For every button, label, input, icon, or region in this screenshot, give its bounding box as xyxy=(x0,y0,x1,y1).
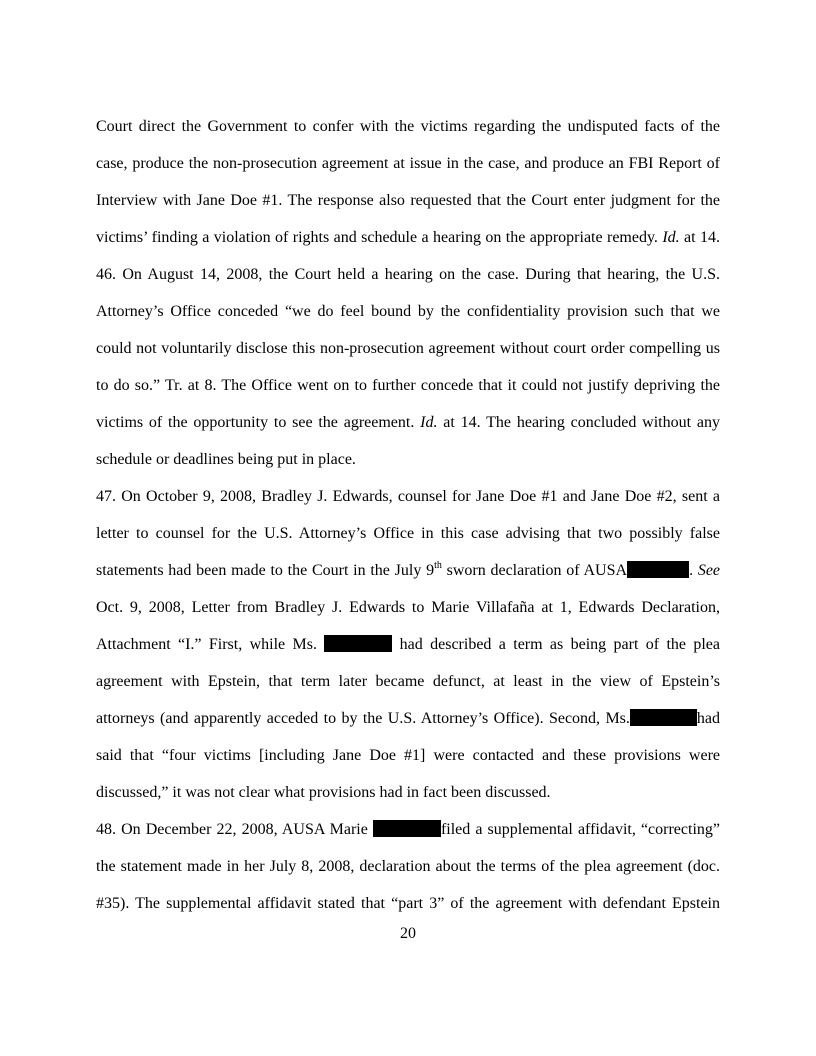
text-segment: Attachment “I.” First, while Ms. xyxy=(96,636,317,653)
redaction-bar xyxy=(324,635,392,652)
text-segment: victims’ finding a violation of rights and schedule a hearing on the appropriate remedy. xyxy=(96,229,663,246)
text-line: agreement with Epstein, that term later became defunct, at least in the view of Epstein’s xyxy=(96,673,720,690)
text-line xyxy=(96,219,720,256)
text-segment: attorneys (and apparently acceded to by the U.S. Attorney’s Office). Second, Ms. xyxy=(96,710,630,727)
text-line xyxy=(96,626,720,663)
text-segment: at 14. xyxy=(679,229,720,246)
text-line: Attorney’s Office conceded “we do feel bound by the confidentiality provision such that we xyxy=(96,303,720,320)
text-line xyxy=(96,552,720,589)
text-line xyxy=(96,700,720,737)
text-segment: had xyxy=(696,710,720,727)
superscript: th xyxy=(434,560,442,571)
text-line: #35). The supplemental affidavit stated that “part 3” of the agreement with defendant Epstein xyxy=(96,895,720,912)
citation-id: Id. xyxy=(420,414,438,431)
text-segment: had described a term as being part of the plea xyxy=(399,636,720,653)
text-segment: victims of the opportunity to see the agreement. xyxy=(96,414,421,431)
paragraph-46-start: 46. On August 14, 2008, the Court held a hearing on the case. During that hearing, the U.S. xyxy=(96,266,720,283)
text-line: discussed,” it was not clear what provisions had in fact been discussed. xyxy=(96,784,551,801)
text-line: Oct. 9, 2008, Letter from Bradley J. Edwards to Marie Villafaña at 1, Edwards Declaration, xyxy=(96,599,720,616)
text-segment: filed a supplemental affidavit, “correcting” xyxy=(440,821,720,838)
text-segment: sworn declaration of AUSA xyxy=(441,562,628,579)
paragraph-47-start: 47. On October 9, 2008, Bradley J. Edwards, counsel for Jane Doe #1 and Jane Doe #2, sent a xyxy=(96,488,720,505)
paragraph-48-start xyxy=(96,811,720,848)
text-line: case, produce the non-prosecution agreement at issue in the case, and produce an FBI Report of xyxy=(96,155,720,172)
citation-id: Id. xyxy=(662,229,680,246)
document-body xyxy=(96,108,720,922)
text-line xyxy=(96,404,720,441)
redaction-bar xyxy=(627,561,689,578)
text-line: could not voluntarily disclose this non-prosecution agreement without court order compelling us xyxy=(96,340,720,357)
text-segment: 48. On December 22, 2008, AUSA Marie xyxy=(96,821,368,838)
text-line: letter to counsel for the U.S. Attorney’s Office in this case advising that two possibly false xyxy=(96,525,720,542)
citation-see: See xyxy=(697,562,720,579)
redaction-bar xyxy=(630,709,697,726)
redaction-bar xyxy=(373,820,441,837)
text-segment: at 14. The hearing concluded without any xyxy=(437,414,720,431)
text-line: Interview with Jane Doe #1. The response also requested that the Court enter judgment for the xyxy=(96,192,720,209)
text-line: schedule or deadlines being put in place. xyxy=(96,451,356,468)
text-line: the statement made in her July 8, 2008, declaration about the terms of the plea agreement (doc. xyxy=(96,858,720,875)
text-line: to do so.” Tr. at 8. The Office went on to further concede that it could not justify depriving the xyxy=(96,377,720,394)
page-number: 20 xyxy=(400,925,416,942)
text-segment: . xyxy=(689,562,698,579)
text-segment: statements had been made to the Court in the July 9 xyxy=(96,562,435,579)
text-line: Court direct the Government to confer with the victims regarding the undisputed facts of the xyxy=(96,118,720,135)
text-line: said that “four victims [including Jane Doe #1] were contacted and these provisions were xyxy=(96,747,720,764)
